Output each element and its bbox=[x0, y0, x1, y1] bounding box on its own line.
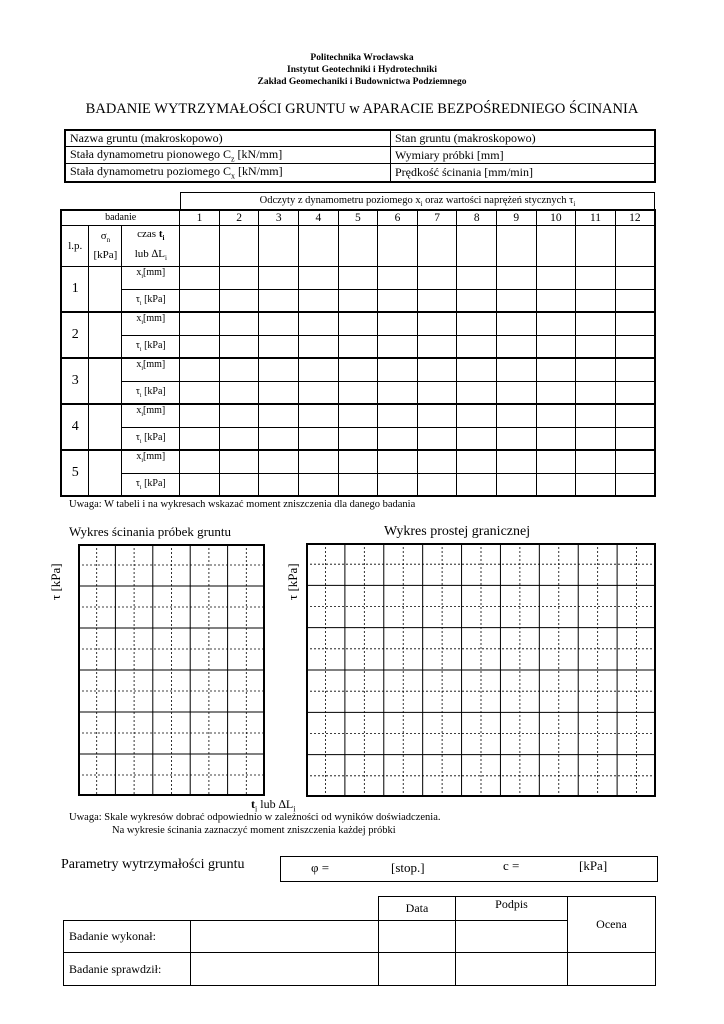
header-value-cell[interactable] bbox=[338, 225, 378, 266]
badanie-label: badanie bbox=[105, 212, 137, 224]
x-value-cell[interactable] bbox=[536, 450, 576, 473]
x-label bbox=[122, 450, 180, 473]
sigma-sub: n bbox=[106, 235, 111, 244]
x-symbol: x bbox=[136, 359, 142, 371]
shear-speed-label: Prędkość ścinania [mm/min] bbox=[395, 165, 533, 180]
x-label bbox=[122, 266, 180, 289]
failure-line-chart-title: Wykres prostej granicznej bbox=[384, 524, 531, 539]
tau-sub: i bbox=[139, 301, 142, 308]
tau-value-cell[interactable] bbox=[299, 381, 339, 404]
tau-symbol: τ bbox=[135, 340, 140, 352]
x-value-cell[interactable] bbox=[378, 266, 418, 289]
tau-value-cell[interactable] bbox=[417, 381, 457, 404]
phi-unit: [stop.] bbox=[391, 860, 425, 875]
tau-value-cell[interactable] bbox=[497, 289, 537, 312]
tau-label bbox=[122, 335, 180, 358]
x-sub: i bbox=[141, 412, 144, 419]
x-sub: i bbox=[141, 320, 144, 327]
tau-value-cell[interactable] bbox=[338, 289, 378, 312]
performed-by-date[interactable] bbox=[379, 921, 456, 953]
x-unit: [mm] bbox=[143, 359, 166, 371]
column-header-5: 5 bbox=[338, 210, 378, 225]
department-name: Zakład Geomechaniki i Budownictwa Podziemnego bbox=[257, 77, 467, 87]
x-value-cell[interactable] bbox=[378, 450, 418, 473]
x-value-cell[interactable] bbox=[457, 312, 497, 335]
tau-value-cell[interactable] bbox=[378, 335, 418, 358]
x-value-cell[interactable] bbox=[497, 450, 537, 473]
institute-name: Instytut Geotechniki i Hydrotechniki bbox=[287, 65, 437, 75]
dl-sub: i bbox=[164, 253, 167, 262]
x-value-cell[interactable] bbox=[378, 358, 418, 381]
header-value-cell[interactable] bbox=[378, 225, 418, 266]
tau-value-cell[interactable] bbox=[338, 335, 378, 358]
row-number-1: 1 bbox=[61, 266, 89, 312]
x-sub: i bbox=[141, 273, 144, 280]
lub-label: lub bbox=[134, 247, 152, 260]
x-label bbox=[122, 358, 180, 381]
tau-value-cell[interactable] bbox=[576, 381, 616, 404]
sigma-unit: [kPa] bbox=[93, 248, 118, 261]
tau-value-cell[interactable] bbox=[497, 427, 537, 450]
vertical-constant-sub: z bbox=[230, 154, 235, 164]
x-value-cell[interactable] bbox=[338, 404, 378, 427]
x-sub: i bbox=[141, 458, 144, 465]
x-value-cell[interactable] bbox=[417, 404, 457, 427]
signature-table bbox=[63, 896, 656, 986]
x-value-cell[interactable] bbox=[180, 312, 220, 335]
shear-chart-ylabel: τ [kPa] bbox=[48, 563, 63, 600]
tau-value-cell[interactable] bbox=[536, 381, 576, 404]
x-value-cell[interactable] bbox=[338, 312, 378, 335]
tau-value-cell[interactable] bbox=[219, 335, 259, 358]
column-header-4: 4 bbox=[299, 210, 339, 225]
header-value-cell[interactable] bbox=[536, 225, 576, 266]
x-label bbox=[122, 404, 180, 427]
x-value-cell[interactable] bbox=[180, 450, 220, 473]
phi-label: φ = bbox=[311, 860, 330, 875]
x-value-cell[interactable] bbox=[536, 358, 576, 381]
x-value-cell[interactable] bbox=[615, 312, 655, 335]
x-value-cell[interactable] bbox=[338, 450, 378, 473]
lp-header: l.p. bbox=[61, 225, 89, 266]
x-value-cell[interactable] bbox=[457, 266, 497, 289]
tau-value-cell[interactable] bbox=[417, 335, 457, 358]
xlabel-lub: lub bbox=[257, 797, 279, 811]
tau-value-cell[interactable] bbox=[497, 335, 537, 358]
x-value-cell[interactable] bbox=[576, 312, 616, 335]
czas-label: czas bbox=[137, 227, 159, 240]
strength-params-label: Parametry wytrzymałości gruntu bbox=[61, 857, 245, 872]
x-value-cell[interactable] bbox=[259, 450, 299, 473]
x-symbol: x bbox=[136, 313, 142, 325]
x-value-cell[interactable] bbox=[615, 358, 655, 381]
vertical-constant-field[interactable] bbox=[65, 147, 391, 164]
column-header-3: 3 bbox=[259, 210, 299, 225]
tau-value-cell[interactable] bbox=[378, 427, 418, 450]
row-number-3: 3 bbox=[61, 358, 89, 404]
x-sub: i bbox=[141, 366, 144, 373]
x-value-cell[interactable] bbox=[378, 404, 418, 427]
column-header-9: 9 bbox=[497, 210, 537, 225]
tau-value-cell[interactable] bbox=[378, 289, 418, 312]
x-value-cell[interactable] bbox=[180, 404, 220, 427]
tau-value-cell[interactable] bbox=[299, 289, 339, 312]
tau-value-cell[interactable] bbox=[259, 289, 299, 312]
tau-value-cell[interactable] bbox=[259, 427, 299, 450]
sigma-symbol: σ bbox=[100, 229, 107, 242]
vertical-constant-unit: [kN/mm] bbox=[234, 147, 283, 161]
tau-unit: [kPa] bbox=[141, 478, 166, 490]
x-value-cell[interactable] bbox=[180, 266, 220, 289]
page-title: BADANIE WYTRZYMAŁOŚCI GRUNTU w APARACIE BEZPOŚREDNIEGO ŚCINANIA bbox=[85, 101, 639, 117]
tau-value-cell[interactable] bbox=[219, 289, 259, 312]
column-header-6: 6 bbox=[378, 210, 418, 225]
tau-value-cell[interactable] bbox=[180, 473, 220, 496]
sigma-value-2[interactable] bbox=[89, 312, 122, 358]
shear-speed-field[interactable] bbox=[391, 164, 656, 182]
tau-symbol: τ bbox=[135, 294, 140, 306]
tau-value-cell[interactable] bbox=[457, 289, 497, 312]
x-value-cell[interactable] bbox=[497, 312, 537, 335]
x-value-cell[interactable] bbox=[576, 450, 616, 473]
tau-value-cell[interactable] bbox=[536, 289, 576, 312]
horizontal-constant-label: Stała dynamometru poziomego C bbox=[70, 164, 231, 179]
x-label bbox=[122, 312, 180, 335]
column-header-2: 2 bbox=[219, 210, 259, 225]
tau-value-cell[interactable] bbox=[576, 289, 616, 312]
x-value-cell[interactable] bbox=[576, 404, 616, 427]
x-value-cell[interactable] bbox=[576, 266, 616, 289]
sigma-header bbox=[89, 225, 122, 266]
x-value-cell[interactable] bbox=[299, 312, 339, 335]
x-value-cell[interactable] bbox=[259, 312, 299, 335]
horizontal-constant-sub: x bbox=[230, 171, 235, 181]
tau-value-cell[interactable] bbox=[219, 381, 259, 404]
tau-value-cell[interactable] bbox=[417, 473, 457, 496]
column-header-11: 11 bbox=[576, 210, 616, 225]
tau-value-cell[interactable] bbox=[259, 473, 299, 496]
x-value-cell[interactable] bbox=[615, 404, 655, 427]
x-unit: [mm] bbox=[143, 405, 166, 417]
soil-name-label: Nazwa gruntu (makroskopowo) bbox=[70, 131, 223, 145]
x-value-cell[interactable] bbox=[457, 450, 497, 473]
chart-note-1: Uwaga: Skale wykresów dobrać odpowiednio w zależności od wyników doświadczenia. bbox=[69, 812, 441, 823]
x-value-cell[interactable] bbox=[536, 404, 576, 427]
tau-label bbox=[122, 289, 180, 312]
table-note: Uwaga: W tabeli i na wykresach wskazać moment zniszczenia dla danego badania bbox=[69, 499, 416, 510]
header-value-cell[interactable] bbox=[299, 225, 339, 266]
vertical-constant-label: Stała dynamometru pionowego C bbox=[70, 147, 231, 161]
tau-value-cell[interactable] bbox=[259, 335, 299, 358]
horizontal-constant-unit: [kN/mm] bbox=[234, 164, 283, 179]
tau-symbol: τ bbox=[135, 386, 140, 398]
x-value-cell[interactable] bbox=[576, 358, 616, 381]
tau-sub: i bbox=[139, 347, 142, 354]
x-value-cell[interactable] bbox=[497, 358, 537, 381]
column-header-1: 1 bbox=[180, 210, 220, 225]
grade-header: Ocena bbox=[568, 897, 656, 953]
header-value-cell[interactable] bbox=[417, 225, 457, 266]
checked-by-name[interactable] bbox=[191, 953, 379, 986]
caption-sub-1: i bbox=[420, 200, 423, 209]
tau-value-cell[interactable] bbox=[615, 473, 655, 496]
tau-value-cell[interactable] bbox=[615, 381, 655, 404]
tau-value-cell[interactable] bbox=[457, 427, 497, 450]
failure-chart-ylabel: τ [kPa] bbox=[285, 563, 300, 600]
tau-value-cell[interactable] bbox=[536, 427, 576, 450]
row-number-2: 2 bbox=[61, 312, 89, 358]
x-unit: [mm] bbox=[143, 451, 166, 463]
tau-value-cell[interactable] bbox=[219, 427, 259, 450]
xlabel-dl: ∆L bbox=[278, 797, 294, 811]
tau-value-cell[interactable] bbox=[576, 473, 616, 496]
c-unit: [kPa] bbox=[579, 858, 608, 873]
tau-value-cell[interactable] bbox=[299, 473, 339, 496]
header-value-cell[interactable] bbox=[615, 225, 655, 266]
checked-by-date[interactable] bbox=[379, 953, 456, 986]
tau-value-cell[interactable] bbox=[180, 289, 220, 312]
readings-table bbox=[60, 209, 656, 497]
tau-value-cell[interactable] bbox=[615, 427, 655, 450]
performed-by-label: Badanie wykonał: bbox=[64, 921, 191, 953]
tau-value-cell[interactable] bbox=[536, 473, 576, 496]
dl-symbol: ∆L bbox=[151, 247, 165, 260]
x-value-cell[interactable] bbox=[417, 450, 457, 473]
x-value-cell[interactable] bbox=[180, 358, 220, 381]
x-value-cell[interactable] bbox=[536, 312, 576, 335]
x-symbol: x bbox=[136, 451, 142, 463]
x-value-cell[interactable] bbox=[338, 266, 378, 289]
tau-value-cell[interactable] bbox=[497, 473, 537, 496]
tau-value-cell[interactable] bbox=[219, 473, 259, 496]
column-header-7: 7 bbox=[417, 210, 457, 225]
tau-value-cell[interactable] bbox=[299, 335, 339, 358]
tau-value-cell[interactable] bbox=[180, 335, 220, 358]
header-value-cell[interactable] bbox=[576, 225, 616, 266]
failure-line-chart-grid[interactable] bbox=[306, 543, 656, 797]
x-value-cell[interactable] bbox=[219, 404, 259, 427]
header-value-cell[interactable] bbox=[180, 225, 220, 266]
x-value-cell[interactable] bbox=[299, 404, 339, 427]
tau-symbol: τ bbox=[135, 432, 140, 444]
caption-sub-2: i bbox=[573, 200, 576, 209]
x-value-cell[interactable] bbox=[299, 266, 339, 289]
xlabel-t: t bbox=[251, 797, 255, 811]
horizontal-constant-field[interactable] bbox=[65, 164, 391, 182]
soil-state-field[interactable] bbox=[391, 130, 656, 147]
x-value-cell[interactable] bbox=[457, 358, 497, 381]
x-symbol: x bbox=[136, 405, 142, 417]
tau-label bbox=[122, 473, 180, 496]
tau-sub: i bbox=[139, 439, 142, 446]
tau-value-cell[interactable] bbox=[615, 289, 655, 312]
x-value-cell[interactable] bbox=[615, 266, 655, 289]
soil-name-field[interactable] bbox=[65, 130, 391, 147]
header-value-cell[interactable] bbox=[259, 225, 299, 266]
sigma-value-4[interactable] bbox=[89, 404, 122, 450]
tau-value-cell[interactable] bbox=[417, 289, 457, 312]
tau-value-cell[interactable] bbox=[536, 335, 576, 358]
tau-value-cell[interactable] bbox=[457, 381, 497, 404]
sigma-value-5[interactable] bbox=[89, 450, 122, 496]
tau-sub: i bbox=[139, 485, 142, 492]
column-header-12: 12 bbox=[615, 210, 655, 225]
x-value-cell[interactable] bbox=[338, 358, 378, 381]
sigma-value-3[interactable] bbox=[89, 358, 122, 404]
x-value-cell[interactable] bbox=[259, 404, 299, 427]
grade-value[interactable] bbox=[568, 953, 656, 986]
czas-t: t bbox=[158, 227, 163, 240]
x-value-cell[interactable] bbox=[219, 312, 259, 335]
czas-t-sub: i bbox=[162, 233, 165, 242]
x-value-cell[interactable] bbox=[219, 358, 259, 381]
x-value-cell[interactable] bbox=[378, 312, 418, 335]
tau-value-cell[interactable] bbox=[180, 381, 220, 404]
x-value-cell[interactable] bbox=[417, 358, 457, 381]
x-value-cell[interactable] bbox=[417, 312, 457, 335]
tau-value-cell[interactable] bbox=[457, 473, 497, 496]
tau-label bbox=[122, 427, 180, 450]
tau-label bbox=[122, 381, 180, 404]
strength-params-box[interactable] bbox=[280, 856, 658, 882]
row-number-5: 5 bbox=[61, 450, 89, 496]
x-value-cell[interactable] bbox=[457, 404, 497, 427]
performed-by-name[interactable] bbox=[191, 921, 379, 953]
badanie-header bbox=[61, 210, 180, 225]
sample-dimensions-label: Wymiary próbki [mm] bbox=[395, 147, 504, 162]
row-number-4: 4 bbox=[61, 404, 89, 450]
shear-chart-grid[interactable] bbox=[78, 544, 265, 796]
tau-value-cell[interactable] bbox=[180, 427, 220, 450]
xlabel-t-sub: i bbox=[255, 804, 258, 814]
soil-state-label: Stan gruntu (makroskopowo) bbox=[395, 131, 536, 145]
x-value-cell[interactable] bbox=[299, 450, 339, 473]
tau-unit: [kPa] bbox=[141, 386, 166, 398]
x-value-cell[interactable] bbox=[536, 266, 576, 289]
x-value-cell[interactable] bbox=[417, 266, 457, 289]
header-value-cell[interactable] bbox=[219, 225, 259, 266]
caption-part-a: Odczyty z dynamometru poziomego x bbox=[259, 195, 421, 206]
checked-by-label: Badanie sprawdził: bbox=[64, 953, 191, 986]
sample-info-table bbox=[64, 129, 656, 183]
x-value-cell[interactable] bbox=[497, 404, 537, 427]
shear-chart-xlabel bbox=[251, 797, 295, 813]
signature-header: Podpis bbox=[456, 897, 568, 921]
c-label: c = bbox=[503, 858, 520, 873]
tau-value-cell[interactable] bbox=[378, 381, 418, 404]
tau-unit: [kPa] bbox=[141, 294, 166, 306]
x-value-cell[interactable] bbox=[299, 358, 339, 381]
x-unit: [mm] bbox=[143, 266, 166, 278]
tau-value-cell[interactable] bbox=[576, 335, 616, 358]
checked-by-signature[interactable] bbox=[456, 953, 568, 986]
xlabel-dl-sub: i bbox=[293, 804, 296, 814]
x-symbol: x bbox=[136, 266, 142, 278]
tau-unit: [kPa] bbox=[141, 340, 166, 352]
tau-value-cell[interactable] bbox=[259, 381, 299, 404]
tau-unit: [kPa] bbox=[141, 432, 166, 444]
x-value-cell[interactable] bbox=[219, 266, 259, 289]
tau-value-cell[interactable] bbox=[378, 473, 418, 496]
tau-value-cell[interactable] bbox=[576, 427, 616, 450]
shear-chart-title: Wykres ścinania próbek gruntu bbox=[69, 524, 232, 539]
tau-sub: i bbox=[139, 393, 142, 400]
institution-name: Politechnika Wrocławska bbox=[310, 53, 414, 63]
tau-symbol: τ bbox=[135, 478, 140, 490]
x-value-cell[interactable] bbox=[497, 266, 537, 289]
column-header-8: 8 bbox=[457, 210, 497, 225]
header-value-cell[interactable] bbox=[497, 225, 537, 266]
time-header bbox=[122, 225, 180, 266]
tau-value-cell[interactable] bbox=[417, 427, 457, 450]
x-value-cell[interactable] bbox=[615, 450, 655, 473]
x-value-cell[interactable] bbox=[219, 450, 259, 473]
chart-note-2: Na wykresie ścinania zaznaczyć moment zniszczenia każdej próbki bbox=[112, 825, 396, 836]
tau-value-cell[interactable] bbox=[338, 473, 378, 496]
x-value-cell[interactable] bbox=[259, 358, 299, 381]
x-unit: [mm] bbox=[143, 313, 166, 325]
sigma-value-1[interactable] bbox=[89, 266, 122, 312]
x-value-cell[interactable] bbox=[259, 266, 299, 289]
tau-value-cell[interactable] bbox=[299, 427, 339, 450]
sample-dimensions-field[interactable] bbox=[391, 147, 656, 164]
tau-value-cell[interactable] bbox=[338, 427, 378, 450]
tau-value-cell[interactable] bbox=[615, 335, 655, 358]
tau-value-cell[interactable] bbox=[497, 381, 537, 404]
date-header: Data bbox=[379, 897, 456, 921]
performed-by-signature[interactable] bbox=[456, 921, 568, 953]
header-value-cell[interactable] bbox=[457, 225, 497, 266]
caption-part-b: oraz wartości naprężeń stycznych τ bbox=[422, 195, 574, 206]
tau-value-cell[interactable] bbox=[338, 381, 378, 404]
tau-value-cell[interactable] bbox=[457, 335, 497, 358]
column-header-10: 10 bbox=[536, 210, 576, 225]
readings-caption bbox=[180, 192, 655, 209]
